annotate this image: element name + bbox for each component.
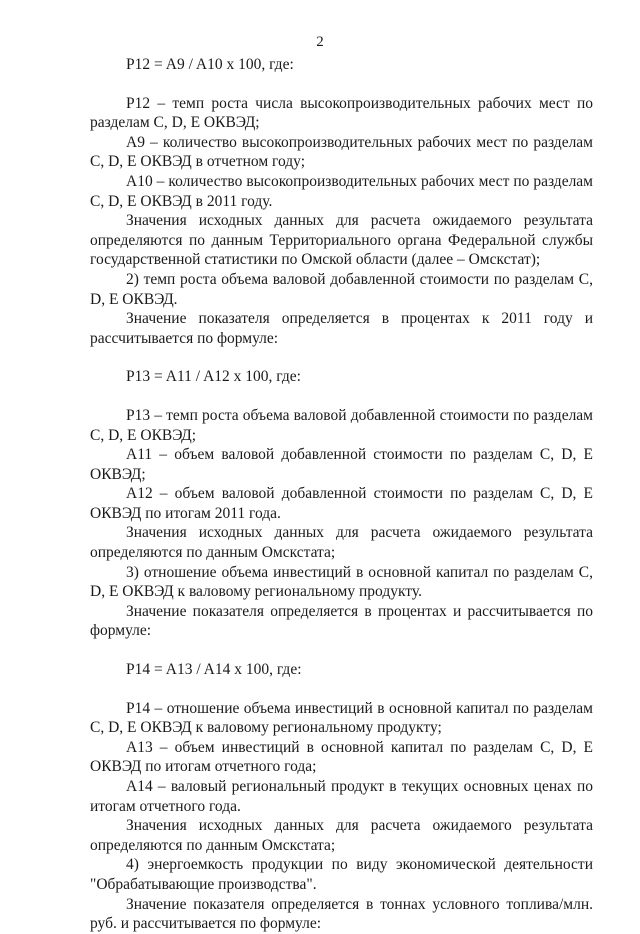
- paragraph-source-3: Значения исходных данных для расчета ожидаемого результата определяются по данным Омскстата;: [90, 817, 593, 854]
- formula-p12: P12 = A9 / A10 x 100, где:: [126, 56, 294, 73]
- definition-a11: A11 – объем валовой добавленной стоимости по разделам C, D, E ОКВЭД;: [90, 446, 593, 483]
- formula-p14: P14 = A13 / A14 x 100, где:: [126, 661, 302, 679]
- definition-p12: P12 – темп роста числа высокопроизводительных рабочих мест по разделам C, D, E ОКВЭД;: [90, 94, 593, 132]
- item-3-heading: 3) отношение объема инвестиций в основной капитал по разделам C, D, E ОКВЭД к валовому региональному продукту.: [90, 563, 593, 601]
- definition-p14: P14 – отношение объема инвестиций в основной капитал по разделам C, D, E ОКВЭД к валовому региональному продукту;: [90, 699, 593, 737]
- paragraph-value-definition-4: Значение показателя определяется в тоннах условного топлива/млн. руб. и рассчитывается по формуле:: [90, 895, 593, 933]
- definition-a12: A12 – объем валовой добавленной стоимости по разделам C, D, E ОКВЭД по итогам 2011 года.: [90, 485, 593, 522]
- page-number: 2: [316, 34, 324, 50]
- paragraph-source-2: Значения исходных данных для расчета ожидаемого результата определяются по данным Омскстата;: [90, 524, 593, 562]
- paragraph-value-definition-2: Значение показателя определяется в процентах к 2011 году и рассчитывается по формуле:: [90, 310, 593, 347]
- formula-p13: P13 = A11 / A12 x 100, где:: [126, 368, 301, 386]
- item-2-heading: 2) темп роста объема валовой добавленной стоимости по разделам C, D, E ОКВЭД.: [90, 270, 593, 308]
- definition-p13: P13 – темп роста объема валовой добавленной стоимости по разделам C, D, E ОКВЭД;: [90, 406, 593, 444]
- item-4-heading: 4) энергоемкость продукции по виду экономической деятельности "Обрабатывающие производства".: [90, 856, 593, 893]
- definition-a10: A10 – количество высокопроизводительных рабочих мест по разделам C, D, E ОКВЭД в 2011 году.: [90, 172, 593, 210]
- definition-a14: A14 – валовый региональный продукт в текущих основных ценах по итогам отчетного года.: [90, 778, 593, 815]
- definition-a9: A9 – количество высокопроизводительных рабочих мест по разделам C, D, E ОКВЭД в отчетном году;: [90, 133, 593, 171]
- paragraph-value-definition-3: Значение показателя определяется в процентах и рассчитывается по формуле:: [90, 602, 593, 640]
- paragraph-source-omskstat: Значения исходных данных для расчета ожидаемого результата определяются по данным Территориального органа Федеральной службы государственной статистики по Омской области (далее – Омскстат);: [90, 212, 593, 269]
- document-body: [90, 55, 593, 934]
- definition-a13: A13 – объем инвестиций в основной капитал по разделам C, D, E ОКВЭД по итогам отчетного года;: [90, 738, 593, 776]
